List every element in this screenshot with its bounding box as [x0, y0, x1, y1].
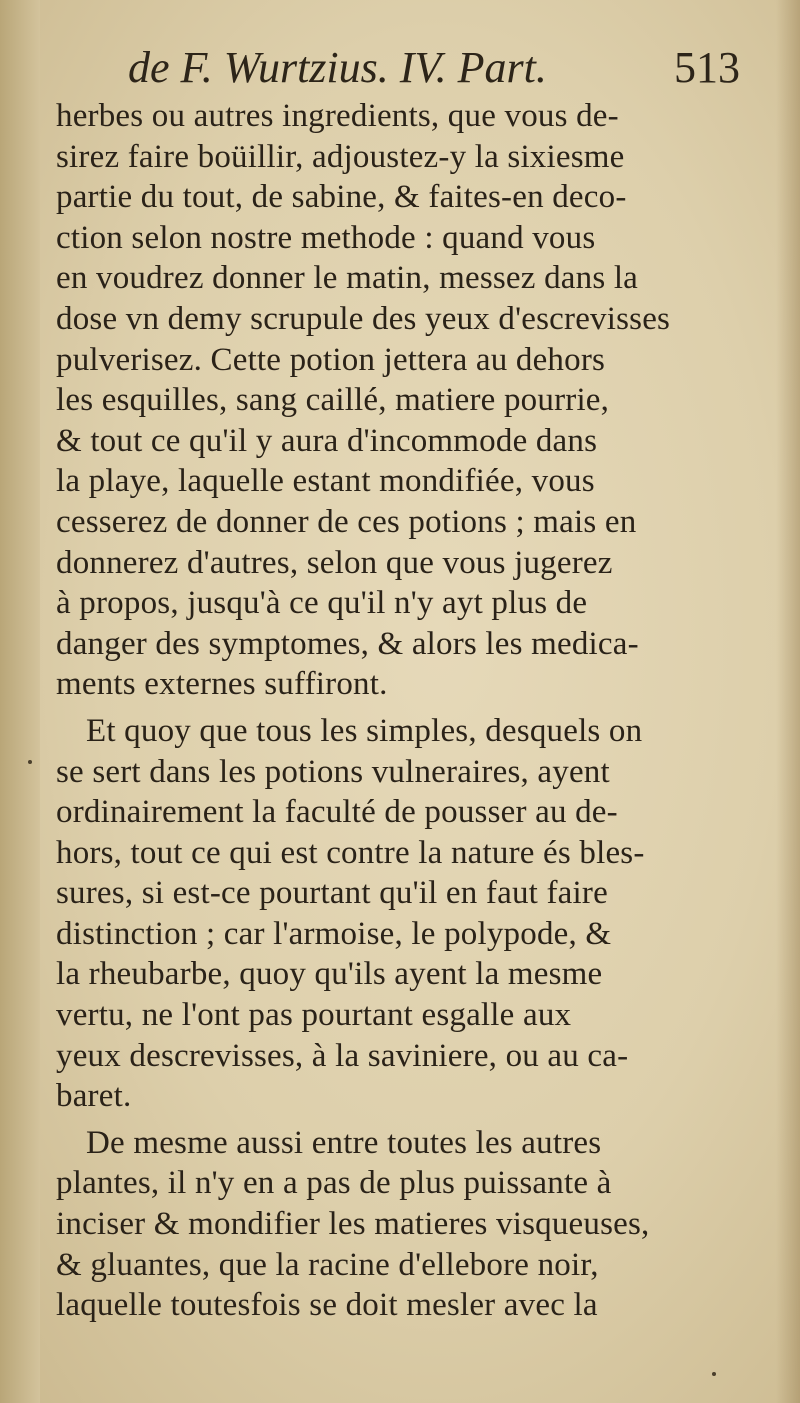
text-line: se sert dans les potions vulneraires, ayent: [56, 753, 610, 790]
running-header: [128, 42, 748, 98]
text-line: inciser & mondifier les matieres visqueuses,: [56, 1206, 650, 1243]
text-line: à propos, jusqu'à ce qu'il n'y ayt plus de: [56, 585, 588, 622]
text-line: la rheubarbe, quoy qu'ils ayent la mesme: [56, 956, 603, 993]
text-line: donnerez d'autres, selon que vous jugerez: [56, 544, 613, 581]
text-line: vertu, ne l'ont pas pourtant esgalle aux: [56, 997, 572, 1034]
page-edge-shadow: [776, 0, 800, 1403]
text-line: sures, si est-ce pourtant qu'il en faut faire: [56, 875, 608, 912]
text-line: laquelle toutesfois se doit mesler avec la: [56, 1287, 598, 1324]
running-title: de F. Wurtzius. IV. Part.: [128, 43, 547, 92]
paragraph-start-line: De mesme aussi entre toutes les autres: [86, 1124, 602, 1161]
text-line: partie du tout, de sabine, & faites-en deco-: [56, 179, 627, 216]
text-line: hors, tout ce qui est contre la nature és bles-: [56, 834, 645, 871]
text-line: en voudrez donner le matin, messez dans la: [56, 260, 639, 297]
text-line: baret.: [56, 1078, 132, 1115]
text-line: pulverisez. Cette potion jettera au dehors: [56, 341, 606, 378]
text-line: distinction ; car l'armoise, le polypode, &: [56, 915, 612, 952]
text-line: les esquilles, sang caillé, matiere pourrie,: [56, 382, 610, 419]
page-gutter: [0, 0, 40, 1403]
text-line: la playe, laquelle estant mondifiée, vous: [56, 463, 595, 500]
text-line: ction selon nostre methode : quand vous: [56, 219, 596, 256]
paragraph-start-line: Et quoy que tous les simples, desquels on: [86, 712, 643, 749]
text-line: sirez faire boüillir, adjoustez-y la sixiesme: [56, 138, 625, 175]
text-line: cesserez de donner de ces potions ; mais en: [56, 503, 637, 540]
page-number: 513: [674, 43, 740, 92]
text-line: ments externes suffiront.: [56, 666, 388, 703]
ink-speck: [28, 760, 32, 764]
text-line: & tout ce qu'il y aura d'incommode dans: [56, 422, 598, 459]
text-line: yeux descrevisses, à la saviniere, ou au ca-: [56, 1037, 629, 1074]
body-text: [56, 96, 756, 1326]
text-line: herbes ou autres ingredients, que vous de-: [56, 98, 619, 134]
text-line: ordinairement la faculté de pousser au de-: [56, 794, 618, 831]
text-line: danger des symptomes, & alors les medica-: [56, 625, 639, 662]
text-line: dose vn demy scrupule des yeux d'escrevisses: [56, 300, 671, 337]
text-line: plantes, il n'y en a pas de plus puissante à: [56, 1165, 612, 1202]
ink-speck: [712, 1372, 716, 1376]
text-line: & gluantes, que la racine d'ellebore noir,: [56, 1246, 599, 1283]
